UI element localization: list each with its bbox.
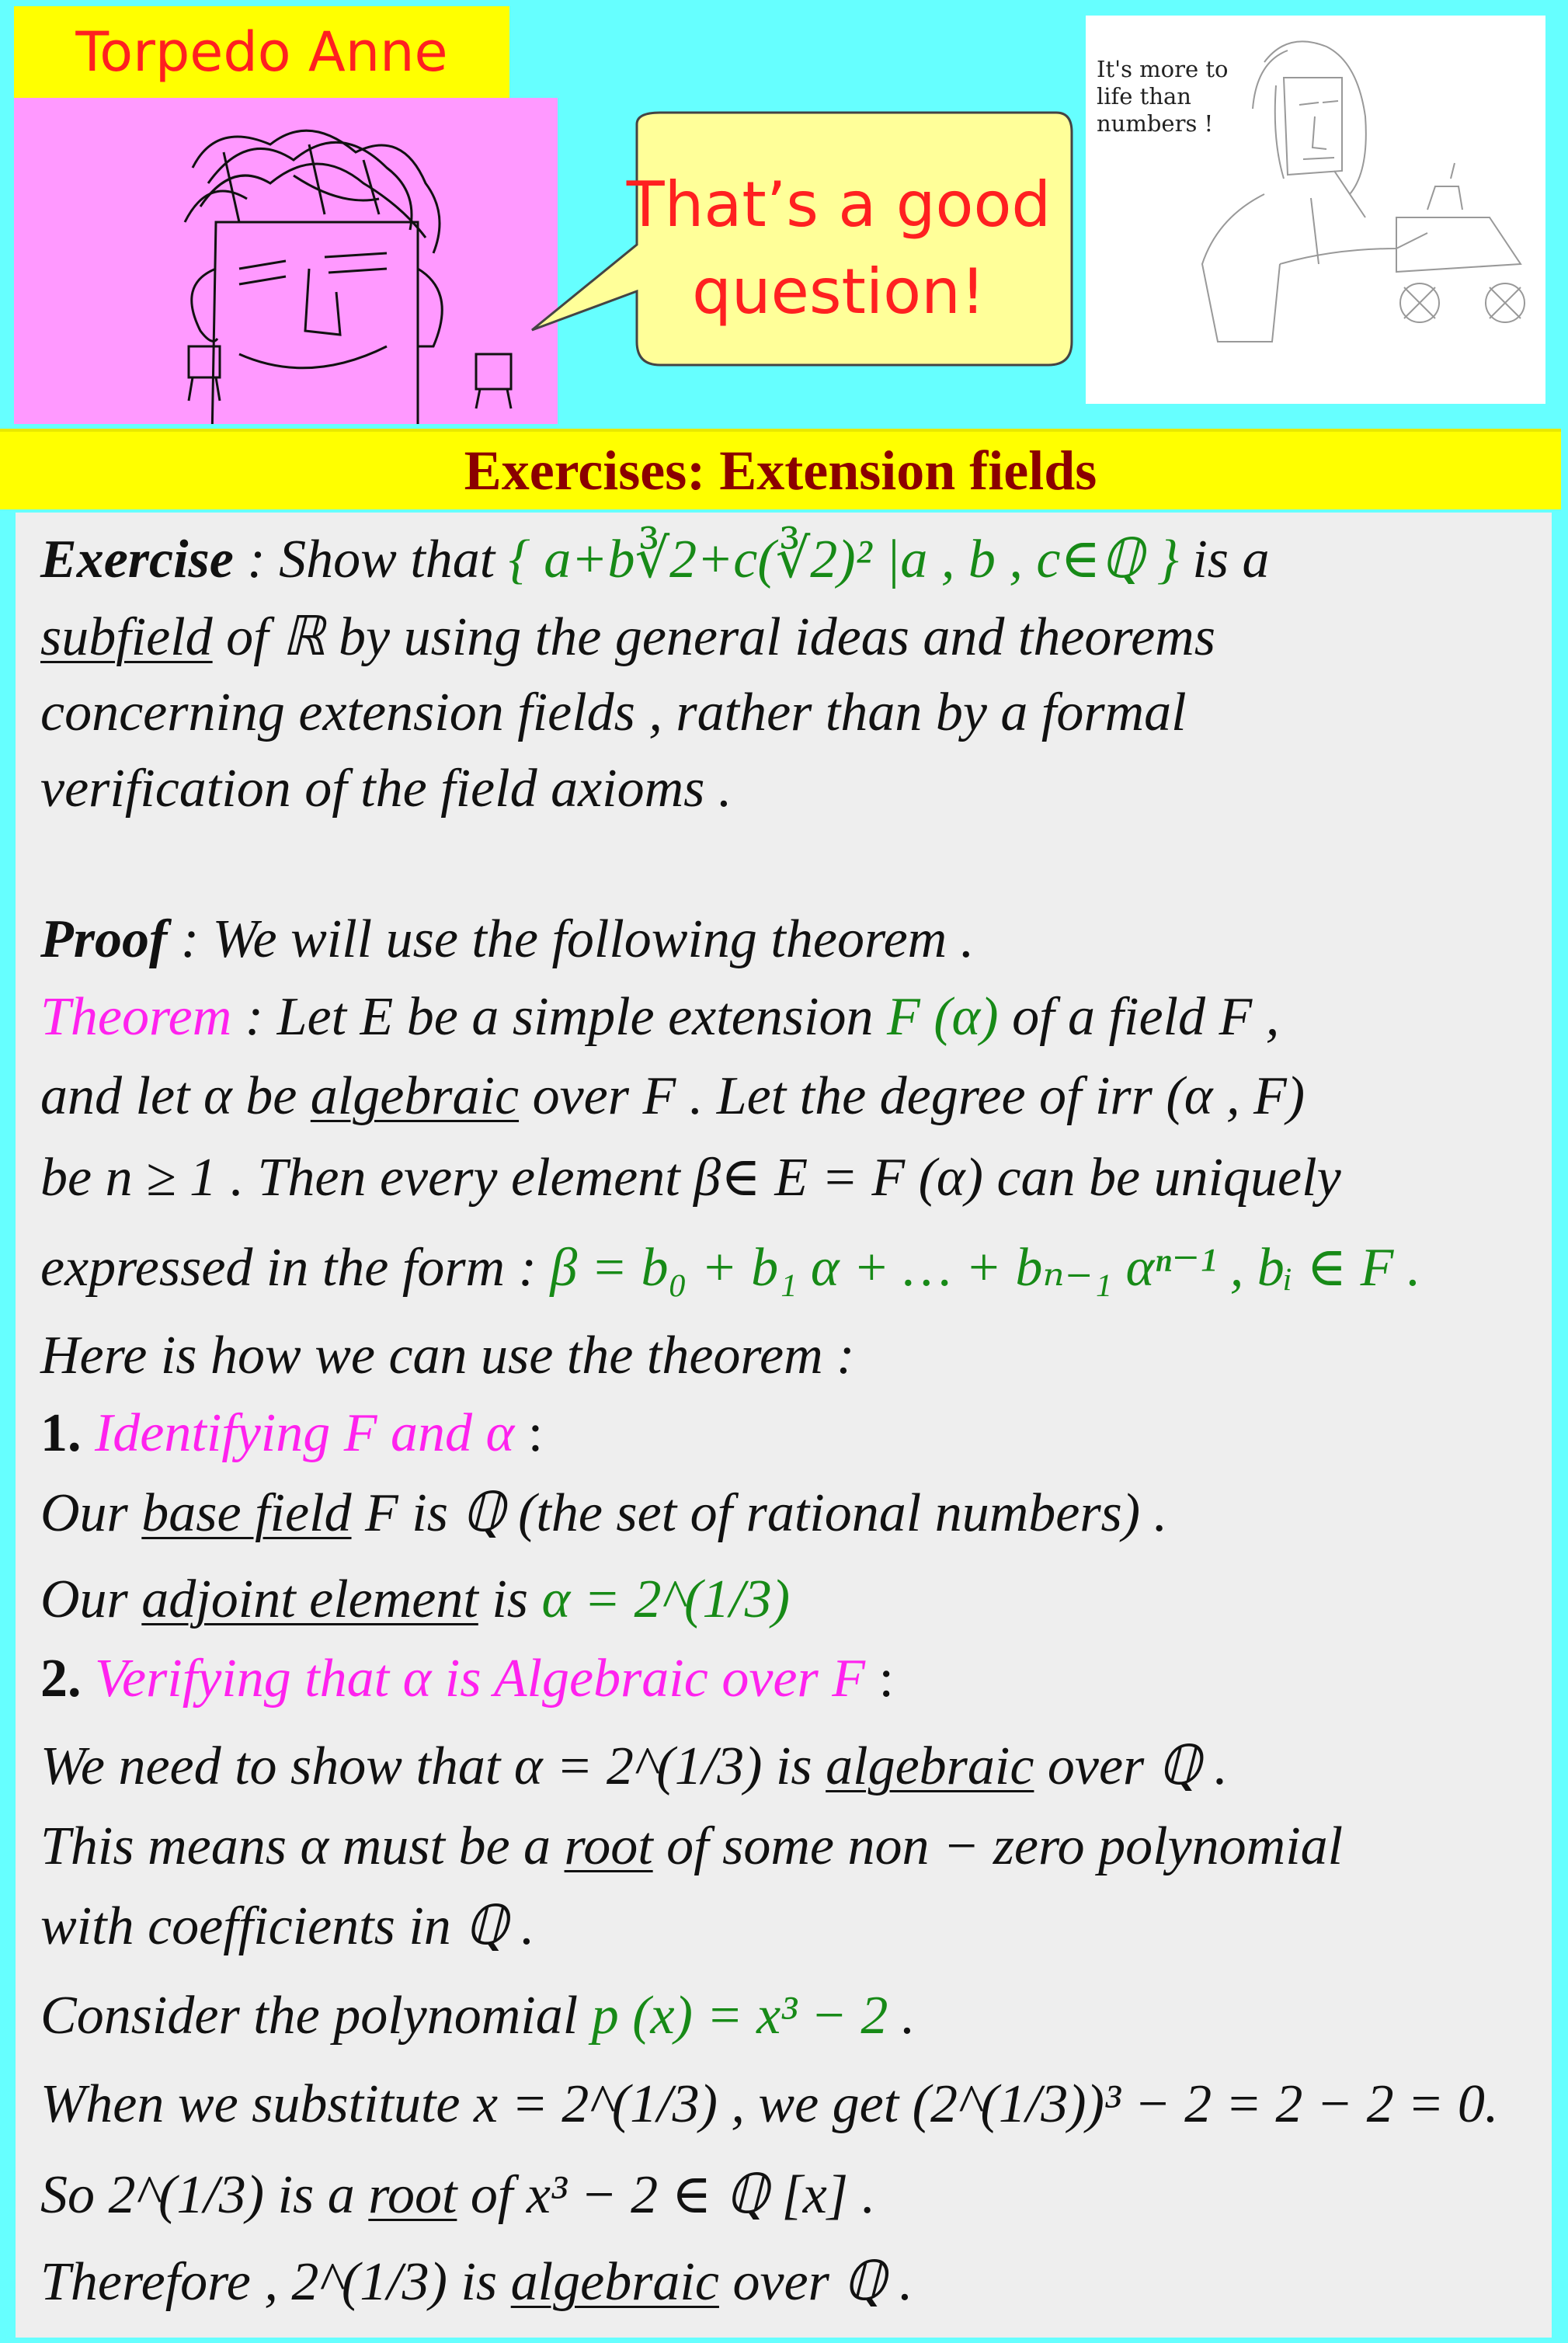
exercise-line-3: concerning extension fields , rather than by a formal bbox=[40, 683, 1187, 742]
theorem-line-3: be n ≥ 1 . Then every element β∈ E = F (α) can be uniquely bbox=[40, 1148, 1341, 1208]
step-1-colon: : bbox=[527, 1403, 544, 1463]
step-2-line-3: with coefficients in ℚ . bbox=[40, 1896, 535, 1956]
root-term: root bbox=[564, 1816, 653, 1876]
sketch-caption-line-1: It's more to bbox=[1097, 56, 1229, 82]
exercise-line-2-rest: of ℝ by using the general ideas and theorems bbox=[226, 607, 1215, 667]
speech-line-1: That’s a good bbox=[626, 169, 1052, 241]
step-2-line-1 bbox=[40, 1733, 1228, 1798]
step-2-line-1b: over ℚ . bbox=[1047, 1736, 1228, 1796]
step-2-line-7 bbox=[40, 2249, 913, 2313]
sketch-caption bbox=[1097, 56, 1291, 137]
step-2-line-7b: over ℚ . bbox=[732, 2252, 913, 2312]
content-area bbox=[16, 513, 1552, 2338]
adjoint-element-term: adjoint element bbox=[141, 1570, 478, 1629]
theorem-line-1 bbox=[40, 986, 1279, 1048]
step-1-line-2a: Our bbox=[40, 1570, 128, 1629]
step-2-number: 2. bbox=[40, 1649, 82, 1709]
step-1-number: 1. bbox=[40, 1403, 82, 1463]
theorem-field-expr: F (α) bbox=[886, 987, 999, 1047]
exercise-line-2 bbox=[40, 604, 1215, 669]
theorem-use-line: Here is how we can use the theorem : bbox=[40, 1326, 855, 1385]
step-2-line-2a: This means α must be a bbox=[40, 1816, 551, 1876]
proof-intro: : We will use the following theorem . bbox=[180, 909, 975, 969]
step-2-line-6 bbox=[40, 2162, 875, 2227]
exercise-label: Exercise bbox=[40, 530, 234, 589]
exercise-intro: : Show that bbox=[247, 530, 495, 589]
theorem-form-expr: β = b₀ + b₁ α + … + bₙ₋₁ αⁿ⁻¹ , bᵢ ∈ F . bbox=[550, 1238, 1421, 1298]
step-1-heading bbox=[40, 1403, 543, 1465]
theorem-line-4-text: expressed in the form : bbox=[40, 1238, 537, 1298]
theorem-line-1-end: of a field F , bbox=[1012, 987, 1280, 1047]
theorem-line-1-text: : Let E be a simple extension bbox=[245, 987, 874, 1047]
sketch-caption-line-2: life than bbox=[1097, 83, 1191, 110]
cartoon-face-drawing bbox=[14, 98, 558, 424]
polynomial-expr: p (x) = x³ − 2 bbox=[591, 1986, 888, 2046]
sketch-caption-line-3: numbers ! bbox=[1097, 110, 1214, 137]
theorem-line-2a: and let α be bbox=[40, 1066, 297, 1126]
step-2-line-1a: We need to show that α = 2^(1/3) is bbox=[40, 1736, 812, 1796]
step-2-line-2 bbox=[40, 1816, 1343, 1878]
algebraic-term-2: algebraic bbox=[826, 1736, 1034, 1796]
theorem-line-2b: over F . Let the degree of irr (α , F) bbox=[532, 1066, 1306, 1126]
exercise-set-expression: { a+b∛2+c(∛2)² |a , b , c∈ℚ } bbox=[508, 530, 1179, 589]
algebraic-term-3: algebraic bbox=[510, 2252, 719, 2312]
exercise-line-1-end: is a bbox=[1192, 530, 1270, 589]
step-1-line-2b: is bbox=[492, 1570, 529, 1629]
step-1-line-2 bbox=[40, 1569, 790, 1631]
step-2-heading bbox=[40, 1648, 894, 1710]
exercise-line-1 bbox=[40, 527, 1270, 591]
speech-line-2: question! bbox=[692, 256, 986, 328]
theorem-line-2 bbox=[40, 1065, 1305, 1128]
step-2-line-2b: of some non − zero polynomial bbox=[666, 1816, 1344, 1876]
root-term-2: root bbox=[368, 2165, 457, 2225]
step-2-line-6b: of x³ − 2 ∈ ℚ [x] . bbox=[470, 2165, 876, 2225]
step-1-title: Identifying F and α bbox=[95, 1403, 515, 1463]
exercise-line-4: verification of the field axioms . bbox=[40, 759, 732, 819]
step-1-line-1a: Our bbox=[40, 1483, 128, 1543]
speech-bubble-text bbox=[621, 151, 1056, 346]
step-1-line-1 bbox=[40, 1480, 1167, 1545]
step-1-line-1b: F is ℚ (the set of rational numbers) . bbox=[365, 1483, 1168, 1543]
step-2-line-4a: Consider the polynomial bbox=[40, 1986, 579, 2046]
step-2-title: Verifying that α is Algebraic over F bbox=[95, 1649, 865, 1709]
proof-label: Proof bbox=[40, 909, 168, 969]
base-field-term: base field bbox=[141, 1483, 352, 1543]
character-name-label: Torpedo Anne bbox=[14, 6, 509, 98]
step-2-line-7a: Therefore , 2^(1/3) is bbox=[40, 2252, 498, 2312]
alpha-definition: α = 2^(1/3) bbox=[541, 1570, 791, 1629]
theorem-line-4 bbox=[40, 1235, 1420, 1299]
subfield-term: subfield bbox=[40, 607, 213, 667]
algebraic-term: algebraic bbox=[310, 1066, 520, 1126]
step-2-line-5: When we substitute x = 2^(1/3) , we get (2^(1/3))³ − 2 = 2 − 2 = 0. bbox=[40, 2074, 1499, 2134]
cartoon-face-panel bbox=[14, 98, 558, 424]
theorem-label: Theorem bbox=[40, 987, 232, 1047]
page-title: Exercises: Extension fields bbox=[0, 429, 1561, 509]
proof-line bbox=[40, 909, 974, 971]
step-2-line-4 bbox=[40, 1985, 915, 2047]
step-2-colon: : bbox=[878, 1649, 894, 1709]
step-2-line-6a: So 2^(1/3) is a bbox=[40, 2165, 355, 2225]
step-2-line-4-period: . bbox=[901, 1986, 916, 2046]
